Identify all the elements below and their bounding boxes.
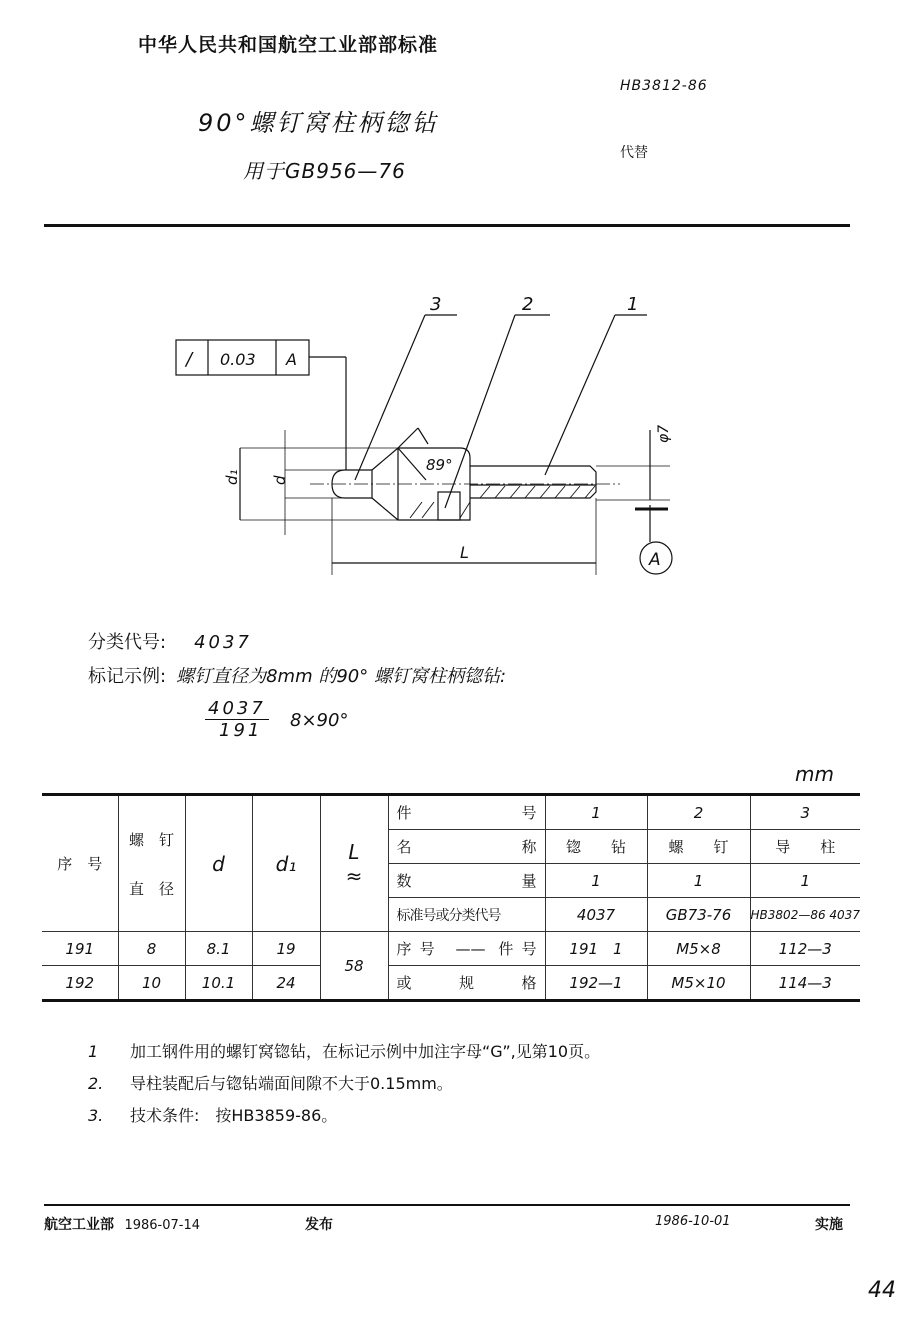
- datum-label: A: [649, 550, 661, 570]
- organization-header: 中华人民共和国航空工业部部标准: [138, 34, 439, 56]
- balloon-1: 1: [627, 294, 639, 315]
- tolerance-value: 0.03: [220, 350, 256, 369]
- table-row: 名称 锪 钻 螺 钉 导 柱: [42, 830, 860, 864]
- spec-table: [42, 793, 860, 1002]
- note-item: 2. 导柱装配后与锪钻端面间隙不大于0.15mm。: [88, 1074, 453, 1093]
- table-row: 192 10 10.1 24 或 规 格 192—1 M5×10 114—3: [42, 966, 860, 1001]
- footer-issue-label: 发布: [305, 1217, 333, 1233]
- table-row: 191 8 8.1 19 58 序号 —— 件号 191 1 M5×8 112—3: [42, 932, 860, 966]
- replaces-label: 代替: [620, 145, 648, 161]
- table-row: 标准号或分类代号 4037 GB73-76 HB3802—86 4037: [42, 898, 860, 932]
- footer-effective-date: 1986-10-01: [655, 1214, 731, 1229]
- svg-text:/: /: [186, 349, 193, 370]
- classification-code: 分类代号: 4037: [88, 632, 252, 653]
- svg-text:d₁: d₁: [223, 469, 241, 485]
- footer-issuer: 航空工业部 1986-07-14: [44, 1217, 201, 1233]
- marking-example: 标记示例: 螺钉直径为8mm 的90° 螺钉窝柱柄锪钻:: [88, 666, 507, 687]
- angle-label: 89°: [426, 456, 453, 474]
- footer-divider: [44, 1204, 850, 1206]
- balloon-2: 2: [522, 294, 534, 315]
- marking-fraction: 4037 191 8×90°: [205, 698, 345, 758]
- svg-text:L: L: [460, 543, 469, 562]
- svg-text:d: d: [271, 475, 289, 485]
- table-row: 序 号 螺 钉 直 径 d d₁ L ≈ 件号 1 2 3: [42, 795, 860, 830]
- tolerance-datum: A: [286, 350, 297, 369]
- document-title: 90°螺钉窝柱柄锪钻: [198, 109, 439, 137]
- notes-list: [88, 1036, 600, 1132]
- svg-text:φ7: φ7: [656, 424, 672, 443]
- note-item: 1 加工钢件用的螺钉窝锪钻，在标记示例中加注字母“G”,见第10页。: [88, 1042, 601, 1061]
- balloon-3: 3: [430, 294, 442, 315]
- unit-label: mm: [795, 762, 834, 786]
- page-number: 44: [868, 1278, 896, 1303]
- table-row: 数量 1 1 1: [42, 864, 860, 898]
- footer-effective-label: 实施: [815, 1217, 843, 1233]
- note-item: 3. 技术条件: 按HB3859-86。: [88, 1106, 338, 1125]
- standard-number: HB3812-86: [620, 78, 708, 94]
- document-subtitle: 用于GB956—76: [243, 159, 406, 183]
- header-divider: [44, 224, 850, 227]
- technical-drawing: [160, 280, 700, 600]
